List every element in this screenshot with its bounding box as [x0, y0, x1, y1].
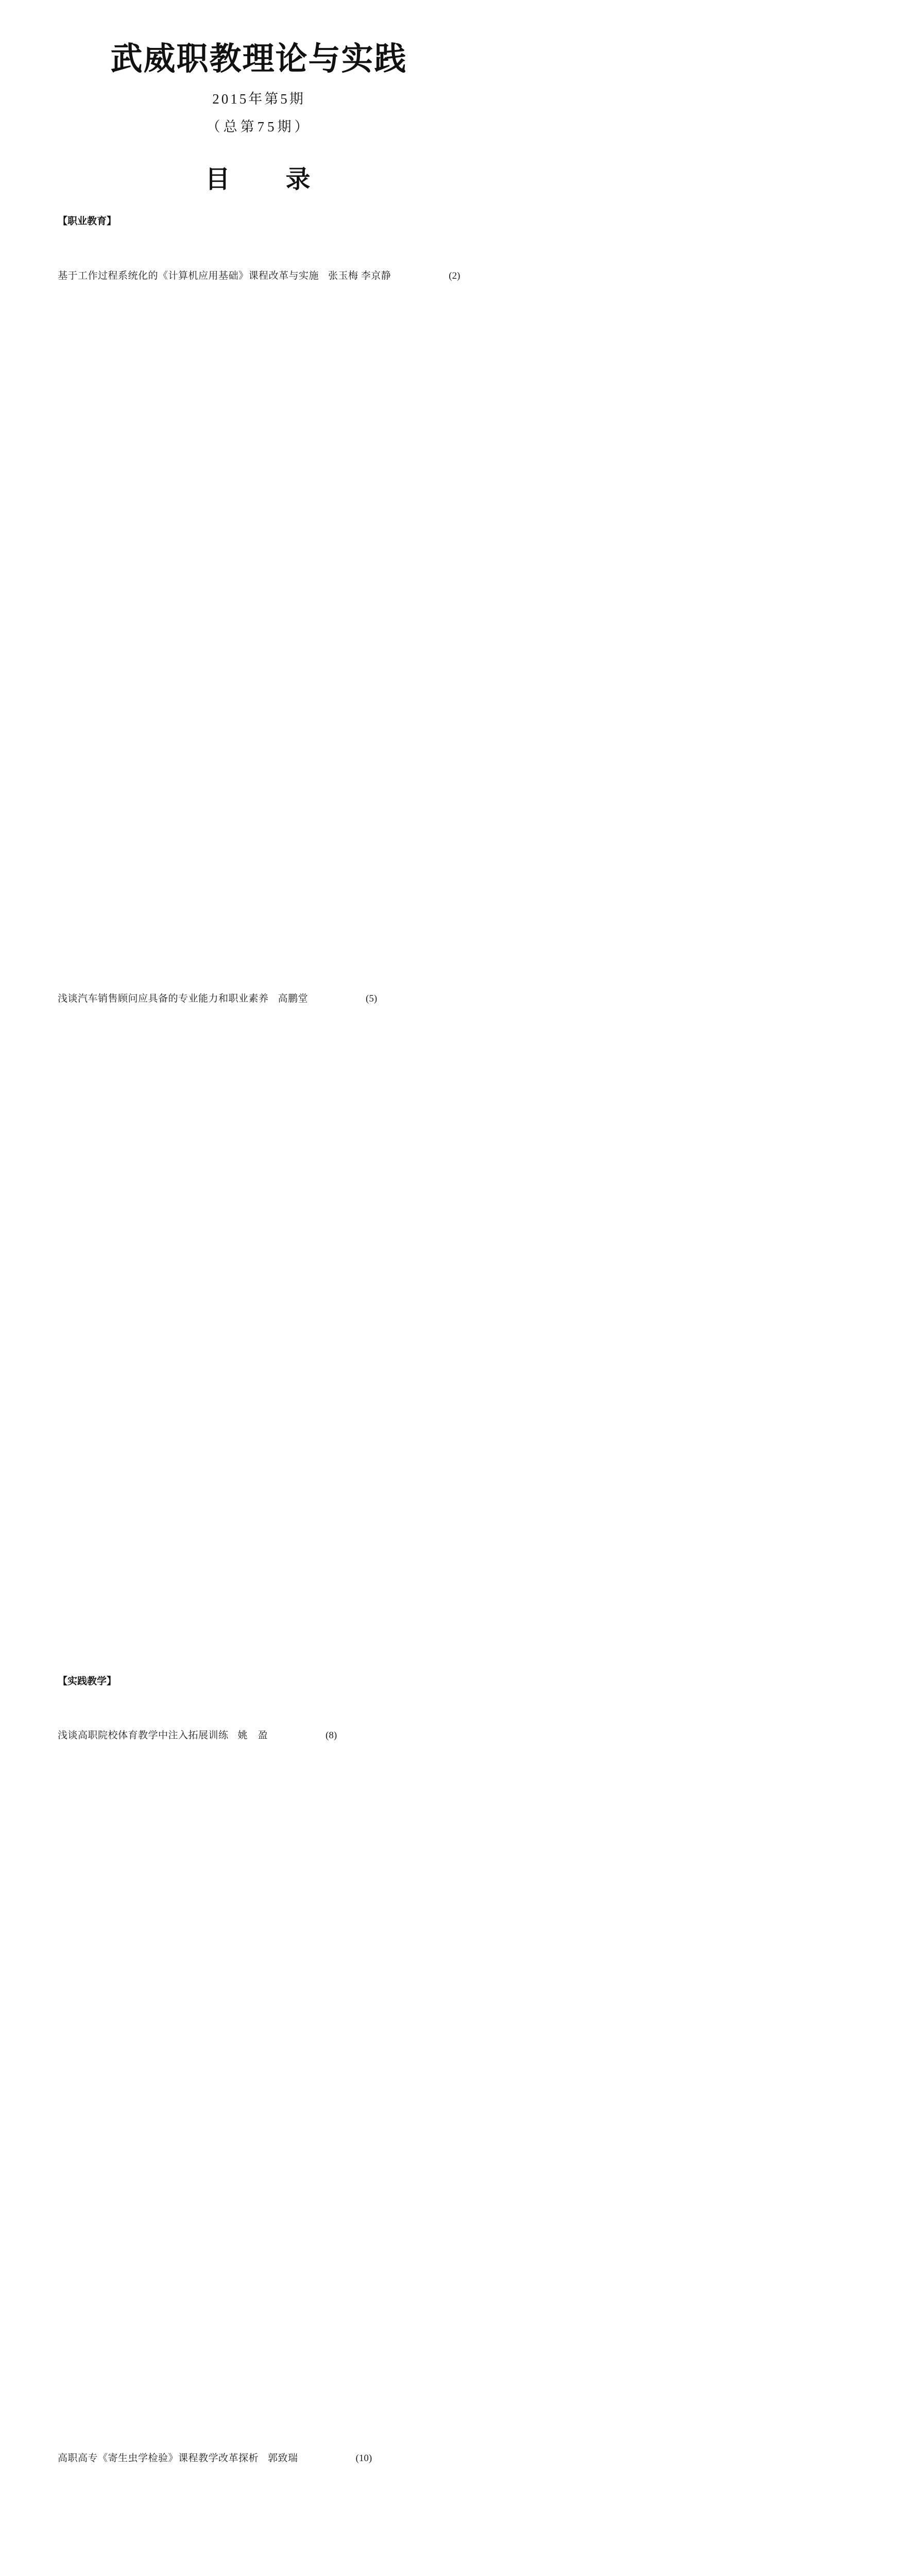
entry-author: 郭致瑞: [268, 2452, 298, 2464]
entry-page-number: (2): [449, 270, 460, 281]
entry-page-number: (10): [355, 2452, 372, 2464]
entry-title: 基于工作过程系统化的《计算机应用基础》课程改革与实施: [58, 270, 319, 281]
entry-author: 高鹏堂: [278, 993, 309, 1004]
masthead: [58, 40, 460, 195]
toc-section: [58, 1674, 460, 2576]
toc-entry: [58, 229, 460, 952]
entry-page-number: (8): [326, 1730, 337, 1741]
section-entries: [58, 1688, 460, 2576]
entry-author: 姚 盈: [237, 1730, 268, 1741]
toc-heading: 目 录: [205, 166, 313, 194]
section-header: 【实践教学】: [58, 1675, 117, 1687]
toc-entry: [58, 2411, 460, 2576]
toc-entry: [58, 952, 460, 1674]
entry-title: 浅谈汽车销售顾问应具备的专业能力和职业素养: [58, 993, 269, 1004]
toc-section: [58, 214, 460, 1674]
section-entries: [58, 229, 460, 1674]
entry-author: 张玉梅 李京静: [328, 270, 391, 281]
entry-title: 浅谈高职院校体育教学中注入拓展训练: [58, 1730, 229, 1741]
section-header: 【职业教育】: [58, 216, 117, 227]
journal-title: 武威职教理论与实践: [110, 42, 407, 77]
entry-page-number: (5): [366, 993, 378, 1004]
entry-title: 高职高专《寄生虫学检验》课程教学改革探析: [58, 2452, 259, 2464]
cumulative-issue-line: （总第75期）: [206, 119, 312, 135]
toc-entry: [58, 1688, 460, 2411]
toc-list: [58, 214, 460, 2576]
issue-line: 2015年第5期: [212, 91, 305, 107]
